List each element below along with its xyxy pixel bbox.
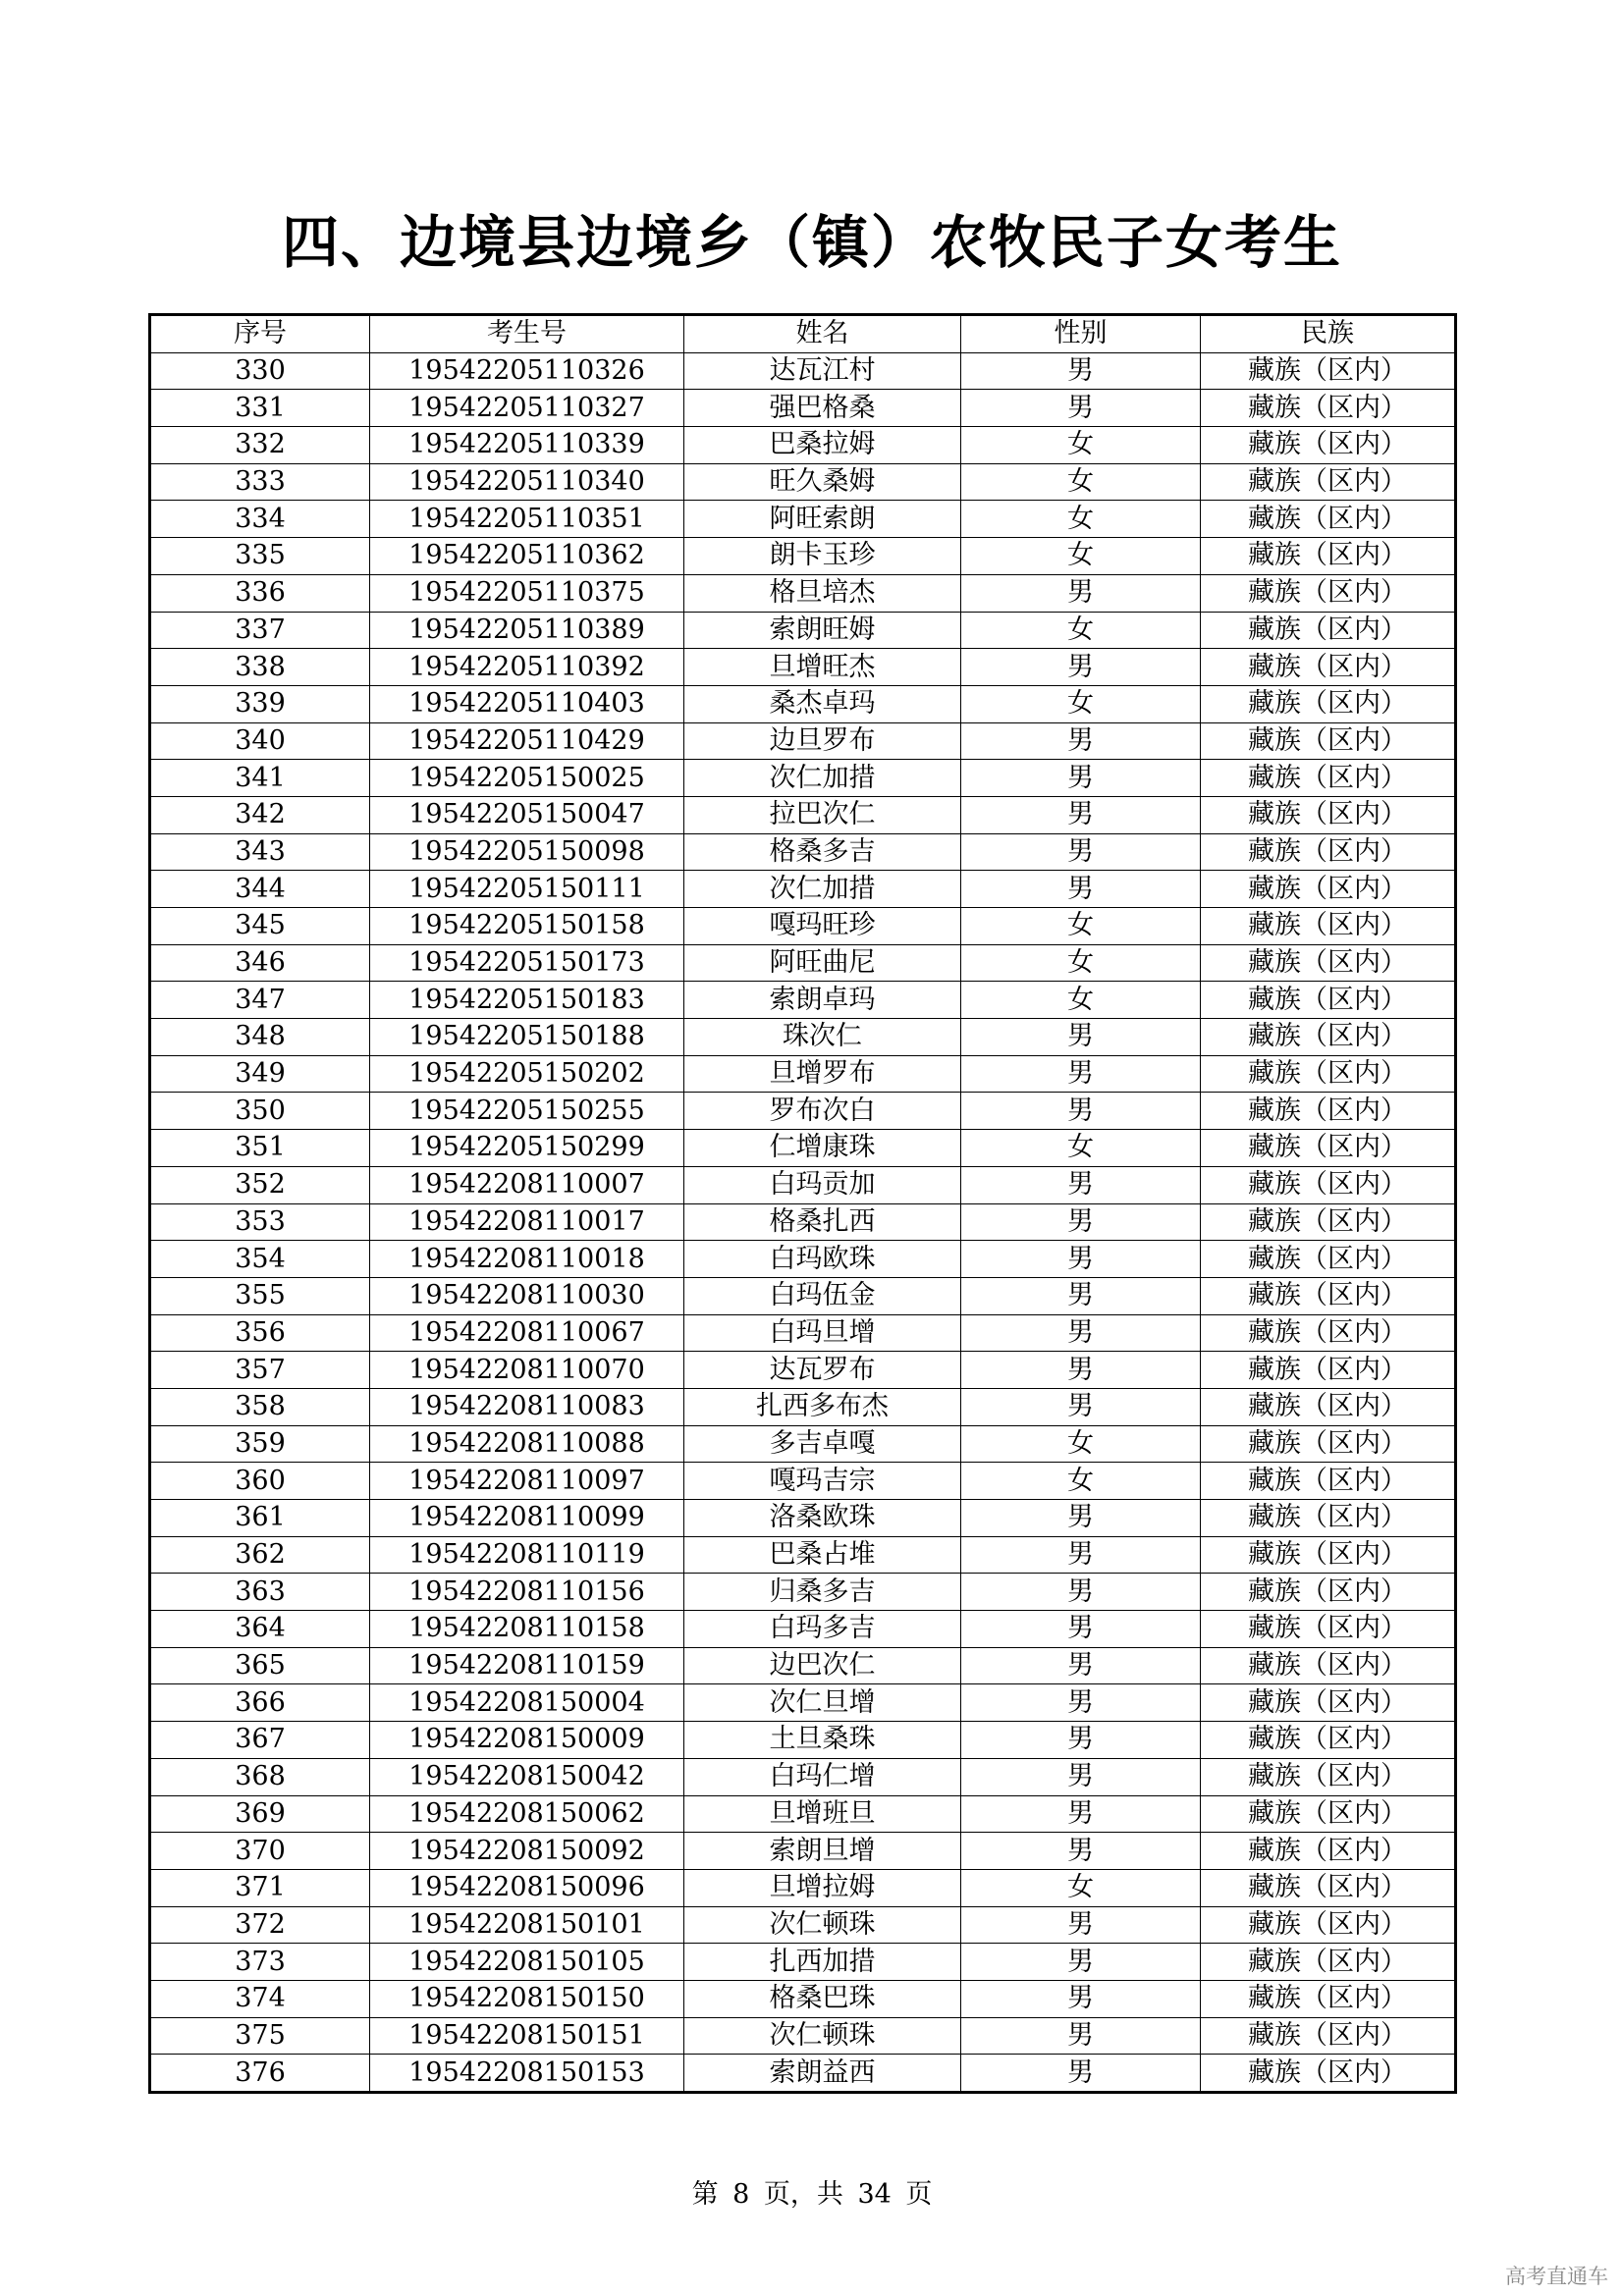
exam-id-cell: 19542208150153 <box>370 2055 684 2093</box>
name-cell: 旦增班旦 <box>684 1795 961 1833</box>
seq-cell: 369 <box>150 1795 370 1833</box>
page-footer: 第 8 页，共 34 页 <box>691 2179 933 2210</box>
seq-cell: 348 <box>150 1019 370 1056</box>
exam-id-cell: 19542208110018 <box>370 1241 684 1278</box>
seq-cell: 340 <box>150 722 370 760</box>
exam-id-cell: 19542208150096 <box>370 1869 684 1906</box>
seq-cell: 364 <box>150 1611 370 1648</box>
ethnicity-cell: 藏族（区内） <box>1201 501 1456 538</box>
name-cell: 索朗益西 <box>684 2055 961 2093</box>
ethnicity-cell: 藏族（区内） <box>1201 1722 1456 1759</box>
header-seq: 序号 <box>150 315 370 353</box>
name-cell: 巴桑拉姆 <box>684 427 961 464</box>
exam-id-cell: 19542205150202 <box>370 1055 684 1093</box>
header-name: 姓名 <box>684 315 961 353</box>
table-header-row <box>150 315 1456 353</box>
table-row <box>150 1980 1456 2017</box>
ethnicity-cell: 藏族（区内） <box>1201 390 1456 427</box>
name-cell: 次仁加措 <box>684 871 961 908</box>
exam-id-cell: 19542205110392 <box>370 649 684 686</box>
exam-id-cell: 19542208110030 <box>370 1277 684 1314</box>
table-row <box>150 1166 1456 1203</box>
table-row <box>150 649 1456 686</box>
ethnicity-cell: 藏族（区内） <box>1201 722 1456 760</box>
seq-cell: 345 <box>150 908 370 945</box>
seq-cell: 375 <box>150 2017 370 2055</box>
exam-id-cell: 19542208110007 <box>370 1166 684 1203</box>
ethnicity-cell: 藏族（区内） <box>1201 1241 1456 1278</box>
table-row <box>150 427 1456 464</box>
header-ethnicity: 民族 <box>1201 315 1456 353</box>
table-row <box>150 982 1456 1019</box>
gender-cell: 男 <box>961 1722 1201 1759</box>
seq-cell: 359 <box>150 1425 370 1463</box>
seq-cell: 351 <box>150 1130 370 1167</box>
name-cell: 格桑多吉 <box>684 833 961 871</box>
seq-cell: 361 <box>150 1500 370 1537</box>
gender-cell: 女 <box>961 1130 1201 1167</box>
gender-cell: 男 <box>961 1684 1201 1722</box>
ethnicity-cell: 藏族（区内） <box>1201 1203 1456 1241</box>
table-row <box>150 1574 1456 1611</box>
table-row <box>150 1795 1456 1833</box>
ethnicity-cell: 藏族（区内） <box>1201 685 1456 722</box>
exam-id-cell: 19542208110158 <box>370 1611 684 1648</box>
name-cell: 阿旺索朗 <box>684 501 961 538</box>
gender-cell: 男 <box>961 833 1201 871</box>
seq-cell: 335 <box>150 538 370 575</box>
name-cell: 达瓦罗布 <box>684 1352 961 1389</box>
ethnicity-cell: 藏族（区内） <box>1201 1869 1456 1906</box>
gender-cell: 男 <box>961 649 1201 686</box>
name-cell: 巴桑占堆 <box>684 1536 961 1574</box>
table-row <box>150 1093 1456 1130</box>
watermark: 高考直通车 <box>1505 2265 1608 2288</box>
name-cell: 白玛欧珠 <box>684 1241 961 1278</box>
ethnicity-cell: 藏族（区内） <box>1201 1833 1456 1870</box>
gender-cell: 男 <box>961 1352 1201 1389</box>
name-cell: 旦增旺杰 <box>684 649 961 686</box>
table-row <box>150 1536 1456 1574</box>
exam-id-cell: 19542208150105 <box>370 1944 684 1981</box>
ethnicity-cell: 藏族（区内） <box>1201 1277 1456 1314</box>
gender-cell: 男 <box>961 1166 1201 1203</box>
exam-id-cell: 19542205150047 <box>370 796 684 833</box>
table-row <box>150 908 1456 945</box>
exam-id-cell: 19542205110327 <box>370 390 684 427</box>
name-cell: 边巴次仁 <box>684 1647 961 1684</box>
ethnicity-cell: 藏族（区内） <box>1201 1647 1456 1684</box>
exam-id-cell: 19542205150299 <box>370 1130 684 1167</box>
name-cell: 阿旺曲尼 <box>684 944 961 982</box>
gender-cell: 女 <box>961 1425 1201 1463</box>
table-row <box>150 1019 1456 1056</box>
seq-cell: 344 <box>150 871 370 908</box>
ethnicity-cell: 藏族（区内） <box>1201 1166 1456 1203</box>
gender-cell: 男 <box>961 1019 1201 1056</box>
ethnicity-cell: 藏族（区内） <box>1201 1019 1456 1056</box>
name-cell: 珠次仁 <box>684 1019 961 1056</box>
exam-id-cell: 19542205150158 <box>370 908 684 945</box>
exam-id-cell: 19542208110088 <box>370 1425 684 1463</box>
table-row <box>150 1684 1456 1722</box>
table-row <box>150 1314 1456 1352</box>
name-cell: 罗布次白 <box>684 1093 961 1130</box>
seq-cell: 367 <box>150 1722 370 1759</box>
seq-cell: 354 <box>150 1241 370 1278</box>
table-row <box>150 2055 1456 2093</box>
exam-id-cell: 19542208150101 <box>370 1906 684 1944</box>
gender-cell: 女 <box>961 944 1201 982</box>
name-cell: 旦增罗布 <box>684 1055 961 1093</box>
name-cell: 洛桑欧珠 <box>684 1500 961 1537</box>
ethnicity-cell: 藏族（区内） <box>1201 760 1456 797</box>
name-cell: 旺久桑姆 <box>684 463 961 501</box>
seq-cell: 357 <box>150 1352 370 1389</box>
table-row <box>150 1055 1456 1093</box>
gender-cell: 女 <box>961 982 1201 1019</box>
ethnicity-cell: 藏族（区内） <box>1201 1574 1456 1611</box>
ethnicity-cell: 藏族（区内） <box>1201 1906 1456 1944</box>
gender-cell: 男 <box>961 574 1201 612</box>
seq-cell: 372 <box>150 1906 370 1944</box>
ethnicity-cell: 藏族（区内） <box>1201 1352 1456 1389</box>
name-cell: 索朗卓玛 <box>684 982 961 1019</box>
exam-id-cell: 19542205110351 <box>370 501 684 538</box>
table-row <box>150 1388 1456 1425</box>
ethnicity-cell: 藏族（区内） <box>1201 463 1456 501</box>
exam-id-cell: 19542205110375 <box>370 574 684 612</box>
gender-cell: 男 <box>961 352 1201 390</box>
ethnicity-cell: 藏族（区内） <box>1201 2055 1456 2093</box>
seq-cell: 366 <box>150 1684 370 1722</box>
ethnicity-cell: 藏族（区内） <box>1201 427 1456 464</box>
seq-cell: 332 <box>150 427 370 464</box>
name-cell: 扎西加措 <box>684 1944 961 1981</box>
seq-cell: 353 <box>150 1203 370 1241</box>
table-row <box>150 1425 1456 1463</box>
ethnicity-cell: 藏族（区内） <box>1201 1425 1456 1463</box>
gender-cell: 女 <box>961 1463 1201 1500</box>
name-cell: 旦增拉姆 <box>684 1869 961 1906</box>
seq-cell: 334 <box>150 501 370 538</box>
ethnicity-cell: 藏族（区内） <box>1201 1536 1456 1574</box>
table-row <box>150 871 1456 908</box>
seq-cell: 356 <box>150 1314 370 1352</box>
name-cell: 格旦培杰 <box>684 574 961 612</box>
ethnicity-cell: 藏族（区内） <box>1201 612 1456 649</box>
table-row <box>150 760 1456 797</box>
table-row <box>150 612 1456 649</box>
seq-cell: 360 <box>150 1463 370 1500</box>
ethnicity-cell: 藏族（区内） <box>1201 649 1456 686</box>
exam-id-cell: 19542205110403 <box>370 685 684 722</box>
gender-cell: 男 <box>961 1314 1201 1352</box>
table-row <box>150 1130 1456 1167</box>
ethnicity-cell: 藏族（区内） <box>1201 574 1456 612</box>
header-exam-id: 考生号 <box>370 315 684 353</box>
table-row <box>150 1869 1456 1906</box>
gender-cell: 男 <box>961 1574 1201 1611</box>
seq-cell: 350 <box>150 1093 370 1130</box>
gender-cell: 男 <box>961 1500 1201 1537</box>
ethnicity-cell: 藏族（区内） <box>1201 1388 1456 1425</box>
table-row <box>150 390 1456 427</box>
exam-id-cell: 19542205150098 <box>370 833 684 871</box>
table-row <box>150 1463 1456 1500</box>
table-row <box>150 1906 1456 1944</box>
seq-cell: 336 <box>150 574 370 612</box>
gender-cell: 女 <box>961 538 1201 575</box>
table-row <box>150 1203 1456 1241</box>
exam-id-cell: 19542205150025 <box>370 760 684 797</box>
gender-cell: 男 <box>961 2055 1201 2093</box>
name-cell: 白玛多吉 <box>684 1611 961 1648</box>
ethnicity-cell: 藏族（区内） <box>1201 1758 1456 1795</box>
table-row <box>150 1944 1456 1981</box>
exam-id-cell: 19542205110339 <box>370 427 684 464</box>
name-cell: 格桑扎西 <box>684 1203 961 1241</box>
gender-cell: 男 <box>961 796 1201 833</box>
gender-cell: 女 <box>961 463 1201 501</box>
gender-cell: 男 <box>961 1833 1201 1870</box>
exam-id-cell: 19542208110017 <box>370 1203 684 1241</box>
header-gender: 性别 <box>961 315 1201 353</box>
table-row <box>150 1352 1456 1389</box>
seq-cell: 365 <box>150 1647 370 1684</box>
ethnicity-cell: 藏族（区内） <box>1201 908 1456 945</box>
name-cell: 格桑巴珠 <box>684 1980 961 2017</box>
table-row <box>150 944 1456 982</box>
gender-cell: 男 <box>961 1611 1201 1648</box>
gender-cell: 女 <box>961 612 1201 649</box>
exam-id-cell: 19542208150009 <box>370 1722 684 1759</box>
seq-cell: 349 <box>150 1055 370 1093</box>
name-cell: 次仁加措 <box>684 760 961 797</box>
ethnicity-cell: 藏族（区内） <box>1201 352 1456 390</box>
table-row <box>150 501 1456 538</box>
seq-cell: 341 <box>150 760 370 797</box>
seq-cell: 352 <box>150 1166 370 1203</box>
table-row <box>150 1500 1456 1537</box>
table-row <box>150 1611 1456 1648</box>
seq-cell: 362 <box>150 1536 370 1574</box>
gender-cell: 男 <box>961 1388 1201 1425</box>
ethnicity-cell: 藏族（区内） <box>1201 1500 1456 1537</box>
gender-cell: 男 <box>961 1647 1201 1684</box>
name-cell: 朗卡玉珍 <box>684 538 961 575</box>
name-cell: 归桑多吉 <box>684 1574 961 1611</box>
name-cell: 索朗旦增 <box>684 1833 961 1870</box>
ethnicity-cell: 藏族（区内） <box>1201 1463 1456 1500</box>
ethnicity-cell: 藏族（区内） <box>1201 1944 1456 1981</box>
name-cell: 索朗旺姆 <box>684 612 961 649</box>
gender-cell: 女 <box>961 427 1201 464</box>
ethnicity-cell: 藏族（区内） <box>1201 1055 1456 1093</box>
exam-id-cell: 19542208110097 <box>370 1463 684 1500</box>
exam-id-cell: 19542208110099 <box>370 1500 684 1537</box>
seq-cell: 370 <box>150 1833 370 1870</box>
seq-cell: 374 <box>150 1980 370 2017</box>
gender-cell: 女 <box>961 908 1201 945</box>
ethnicity-cell: 藏族（区内） <box>1201 796 1456 833</box>
table-row <box>150 574 1456 612</box>
gender-cell: 男 <box>961 2017 1201 2055</box>
exam-id-cell: 19542208150042 <box>370 1758 684 1795</box>
name-cell: 多吉卓嘎 <box>684 1425 961 1463</box>
seq-cell: 339 <box>150 685 370 722</box>
table-body <box>150 352 1456 2092</box>
table-row <box>150 2017 1456 2055</box>
name-cell: 边旦罗布 <box>684 722 961 760</box>
ethnicity-cell: 藏族（区内） <box>1201 1980 1456 2017</box>
exam-id-cell: 19542205150188 <box>370 1019 684 1056</box>
seq-cell: 333 <box>150 463 370 501</box>
ethnicity-cell: 藏族（区内） <box>1201 1795 1456 1833</box>
gender-cell: 男 <box>961 1536 1201 1574</box>
table-row <box>150 538 1456 575</box>
exam-id-cell: 19542208150150 <box>370 1980 684 2017</box>
exam-id-cell: 19542205150173 <box>370 944 684 982</box>
ethnicity-cell: 藏族（区内） <box>1201 1611 1456 1648</box>
ethnicity-cell: 藏族（区内） <box>1201 1684 1456 1722</box>
table-row <box>150 722 1456 760</box>
gender-cell: 男 <box>961 1241 1201 1278</box>
name-cell: 白玛仁增 <box>684 1758 961 1795</box>
seq-cell: 371 <box>150 1869 370 1906</box>
exam-id-cell: 19542208110159 <box>370 1647 684 1684</box>
table-row <box>150 833 1456 871</box>
name-cell: 仁增康珠 <box>684 1130 961 1167</box>
name-cell: 土旦桑珠 <box>684 1722 961 1759</box>
gender-cell: 男 <box>961 722 1201 760</box>
seq-cell: 376 <box>150 2055 370 2093</box>
exam-id-cell: 19542208110156 <box>370 1574 684 1611</box>
table-row <box>150 1241 1456 1278</box>
table-row <box>150 1833 1456 1870</box>
exam-id-cell: 19542208110119 <box>370 1536 684 1574</box>
seq-cell: 337 <box>150 612 370 649</box>
exam-id-cell: 19542205110429 <box>370 722 684 760</box>
name-cell: 次仁旦增 <box>684 1684 961 1722</box>
ethnicity-cell: 藏族（区内） <box>1201 833 1456 871</box>
exam-id-cell: 19542205150111 <box>370 871 684 908</box>
name-cell: 嘎玛旺珍 <box>684 908 961 945</box>
seq-cell: 373 <box>150 1944 370 1981</box>
ethnicity-cell: 藏族（区内） <box>1201 1130 1456 1167</box>
gender-cell: 男 <box>961 1758 1201 1795</box>
exam-id-cell: 19542205110326 <box>370 352 684 390</box>
name-cell: 达瓦江村 <box>684 352 961 390</box>
gender-cell: 男 <box>961 1093 1201 1130</box>
exam-id-cell: 19542208110067 <box>370 1314 684 1352</box>
exam-id-cell: 19542205110340 <box>370 463 684 501</box>
gender-cell: 女 <box>961 685 1201 722</box>
gender-cell: 女 <box>961 501 1201 538</box>
table-row <box>150 685 1456 722</box>
name-cell: 桑杰卓玛 <box>684 685 961 722</box>
seq-cell: 342 <box>150 796 370 833</box>
gender-cell: 男 <box>961 760 1201 797</box>
seq-cell: 358 <box>150 1388 370 1425</box>
exam-id-cell: 19542208110083 <box>370 1388 684 1425</box>
seq-cell: 330 <box>150 352 370 390</box>
seq-cell: 343 <box>150 833 370 871</box>
gender-cell: 男 <box>961 390 1201 427</box>
gender-cell: 男 <box>961 1795 1201 1833</box>
exam-id-cell: 19542205150255 <box>370 1093 684 1130</box>
gender-cell: 男 <box>961 871 1201 908</box>
name-cell: 白玛旦增 <box>684 1314 961 1352</box>
table-row <box>150 1722 1456 1759</box>
name-cell: 嘎玛吉宗 <box>684 1463 961 1500</box>
exam-id-cell: 19542208150092 <box>370 1833 684 1870</box>
table-row <box>150 1647 1456 1684</box>
ethnicity-cell: 藏族（区内） <box>1201 1314 1456 1352</box>
ethnicity-cell: 藏族（区内） <box>1201 1093 1456 1130</box>
name-cell: 白玛贡加 <box>684 1166 961 1203</box>
gender-cell: 男 <box>961 1277 1201 1314</box>
seq-cell: 338 <box>150 649 370 686</box>
gender-cell: 男 <box>961 1944 1201 1981</box>
exam-id-cell: 19542205150183 <box>370 982 684 1019</box>
name-cell: 次仁顿珠 <box>684 1906 961 1944</box>
exam-id-cell: 19542205110389 <box>370 612 684 649</box>
seq-cell: 355 <box>150 1277 370 1314</box>
exam-id-cell: 19542208150004 <box>370 1684 684 1722</box>
ethnicity-cell: 藏族（区内） <box>1201 538 1456 575</box>
exam-id-cell: 19542208150151 <box>370 2017 684 2055</box>
gender-cell: 男 <box>961 1055 1201 1093</box>
table-row <box>150 1277 1456 1314</box>
table-row <box>150 1758 1456 1795</box>
name-cell: 扎西多布杰 <box>684 1388 961 1425</box>
seq-cell: 368 <box>150 1758 370 1795</box>
exam-id-cell: 19542205110362 <box>370 538 684 575</box>
name-cell: 拉巴次仁 <box>684 796 961 833</box>
name-cell: 白玛伍金 <box>684 1277 961 1314</box>
exam-id-cell: 19542208150062 <box>370 1795 684 1833</box>
exam-id-cell: 19542208110070 <box>370 1352 684 1389</box>
gender-cell: 男 <box>961 1203 1201 1241</box>
candidate-table <box>148 313 1457 2094</box>
ethnicity-cell: 藏族（区内） <box>1201 982 1456 1019</box>
gender-cell: 男 <box>961 1980 1201 2017</box>
name-cell: 次仁顿珠 <box>684 2017 961 2055</box>
seq-cell: 331 <box>150 390 370 427</box>
table-row <box>150 352 1456 390</box>
ethnicity-cell: 藏族（区内） <box>1201 944 1456 982</box>
seq-cell: 363 <box>150 1574 370 1611</box>
table-row <box>150 463 1456 501</box>
name-cell: 强巴格桑 <box>684 390 961 427</box>
page-title: 四、边境县边境乡（镇）农牧民子女考生 <box>281 209 1342 276</box>
seq-cell: 346 <box>150 944 370 982</box>
ethnicity-cell: 藏族（区内） <box>1201 871 1456 908</box>
gender-cell: 男 <box>961 1906 1201 1944</box>
seq-cell: 347 <box>150 982 370 1019</box>
table-row <box>150 796 1456 833</box>
ethnicity-cell: 藏族（区内） <box>1201 2017 1456 2055</box>
gender-cell: 女 <box>961 1869 1201 1906</box>
